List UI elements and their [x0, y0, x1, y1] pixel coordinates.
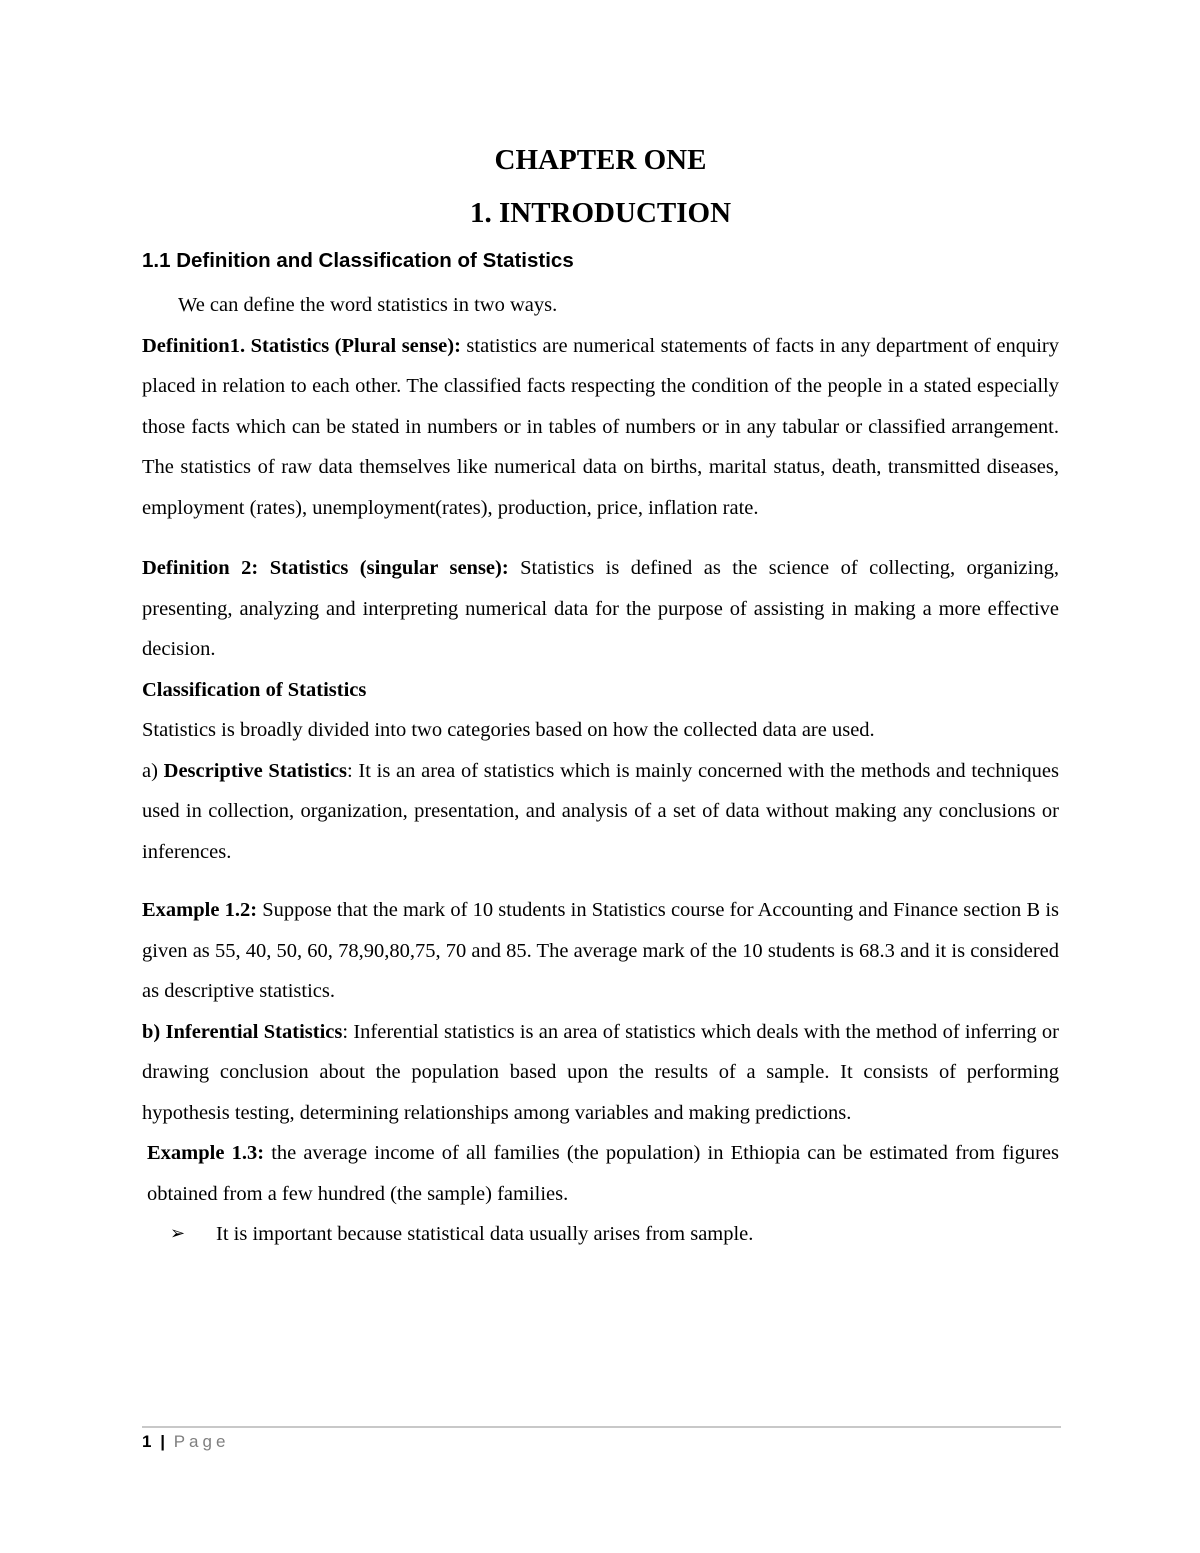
example-1-2-paragraph — [142, 890, 1059, 1012]
inferential-label: b) Inferential Statistics — [142, 1020, 343, 1043]
bullet-text: It is important because statistical data usually arises from sample. — [216, 1223, 754, 1245]
example-1-2-label: Example 1.2: — [142, 899, 258, 921]
inferential-text: : Inferential statistics is an area of statistics which deals with the method of inferring or drawing conclusion about the population based upon the results of a sample. It consists of performing hypothesis testing, determining relationships among variables and making predictions. — [142, 1020, 1059, 1124]
footer-divider — [142, 1426, 1061, 1428]
descriptive-prefix: a) — [142, 759, 164, 782]
descriptive-text: : It is an area of statistics which is mainly concerned with the methods and techniques used in collection, organization, presentation, and analysis of a set of data without making any conclusions or inferences. — [142, 759, 1059, 863]
descriptive-paragraph — [142, 751, 1059, 873]
page-content — [142, 138, 1059, 1255]
chapter-title: CHAPTER ONE — [494, 144, 707, 176]
descriptive-label: Descriptive Statistics — [163, 759, 347, 782]
example-1-3-text: the average income of all families (the population) in Ethiopia can be estimated from figures obtained from a few hundred (the sample) families. — [147, 1142, 1059, 1205]
page-number: 1 — [142, 1432, 152, 1451]
classification-heading — [142, 670, 1059, 711]
definition-1-paragraph — [142, 326, 1059, 529]
arrowhead-bullet-icon: ➢ — [170, 1223, 186, 1244]
section-heading: 1.1 Definition and Classification of Statistics — [142, 249, 574, 272]
page-label: Page — [173, 1432, 230, 1451]
definition-1-label: Definition1. Statistics (Plural sense): — [142, 334, 461, 357]
example-1-2-text: Suppose that the mark of 10 students in Statistics course for Accounting and Finance section B is given as 55, 40, 50, 60, 78,90,80,75, 70 and 85. The average mark of the 10 students is 68.3 and it is considered as descriptive statistics. — [142, 899, 1059, 1002]
chapter-subtitle: 1. INTRODUCTION — [469, 197, 732, 229]
bullet-item — [142, 1214, 1059, 1255]
example-1-3-label: Example 1.3: — [147, 1142, 265, 1164]
definition-2-label: Definition 2: Statistics (singular sense): — [142, 557, 509, 579]
inferential-paragraph — [142, 1012, 1059, 1134]
intro-paragraph: We can define the word statistics in two ways. — [178, 294, 558, 316]
page-footer — [142, 1432, 229, 1452]
definition-2-paragraph — [142, 548, 1059, 670]
classification-intro: Statistics is broadly divided into two categories based on how the collected data are used. — [142, 719, 875, 741]
definition-2-text: Statistics is defined as the science of collecting, organizing, presenting, analyzing and interpreting numerical data for the purpose of assisting in making a more effective decision. — [142, 557, 1059, 660]
definition-1-text: statistics are numerical statements of facts in any department of enquiry placed in relation to each other. The classified facts respecting the condition of the people in a stated especially those facts which can be stated in numbers or in tables of numbers or in any tabular or classified arrangement. The statistics of raw data themselves like numerical data on births, marital status, death, transmitted diseases, employment (rates), unemployment(rates), production, price, inflation rate. — [142, 334, 1059, 519]
footer-separator: | — [160, 1432, 165, 1451]
example-1-3-paragraph — [142, 1133, 1059, 1214]
classification-heading-text: Classification of Statistics — [142, 678, 367, 701]
